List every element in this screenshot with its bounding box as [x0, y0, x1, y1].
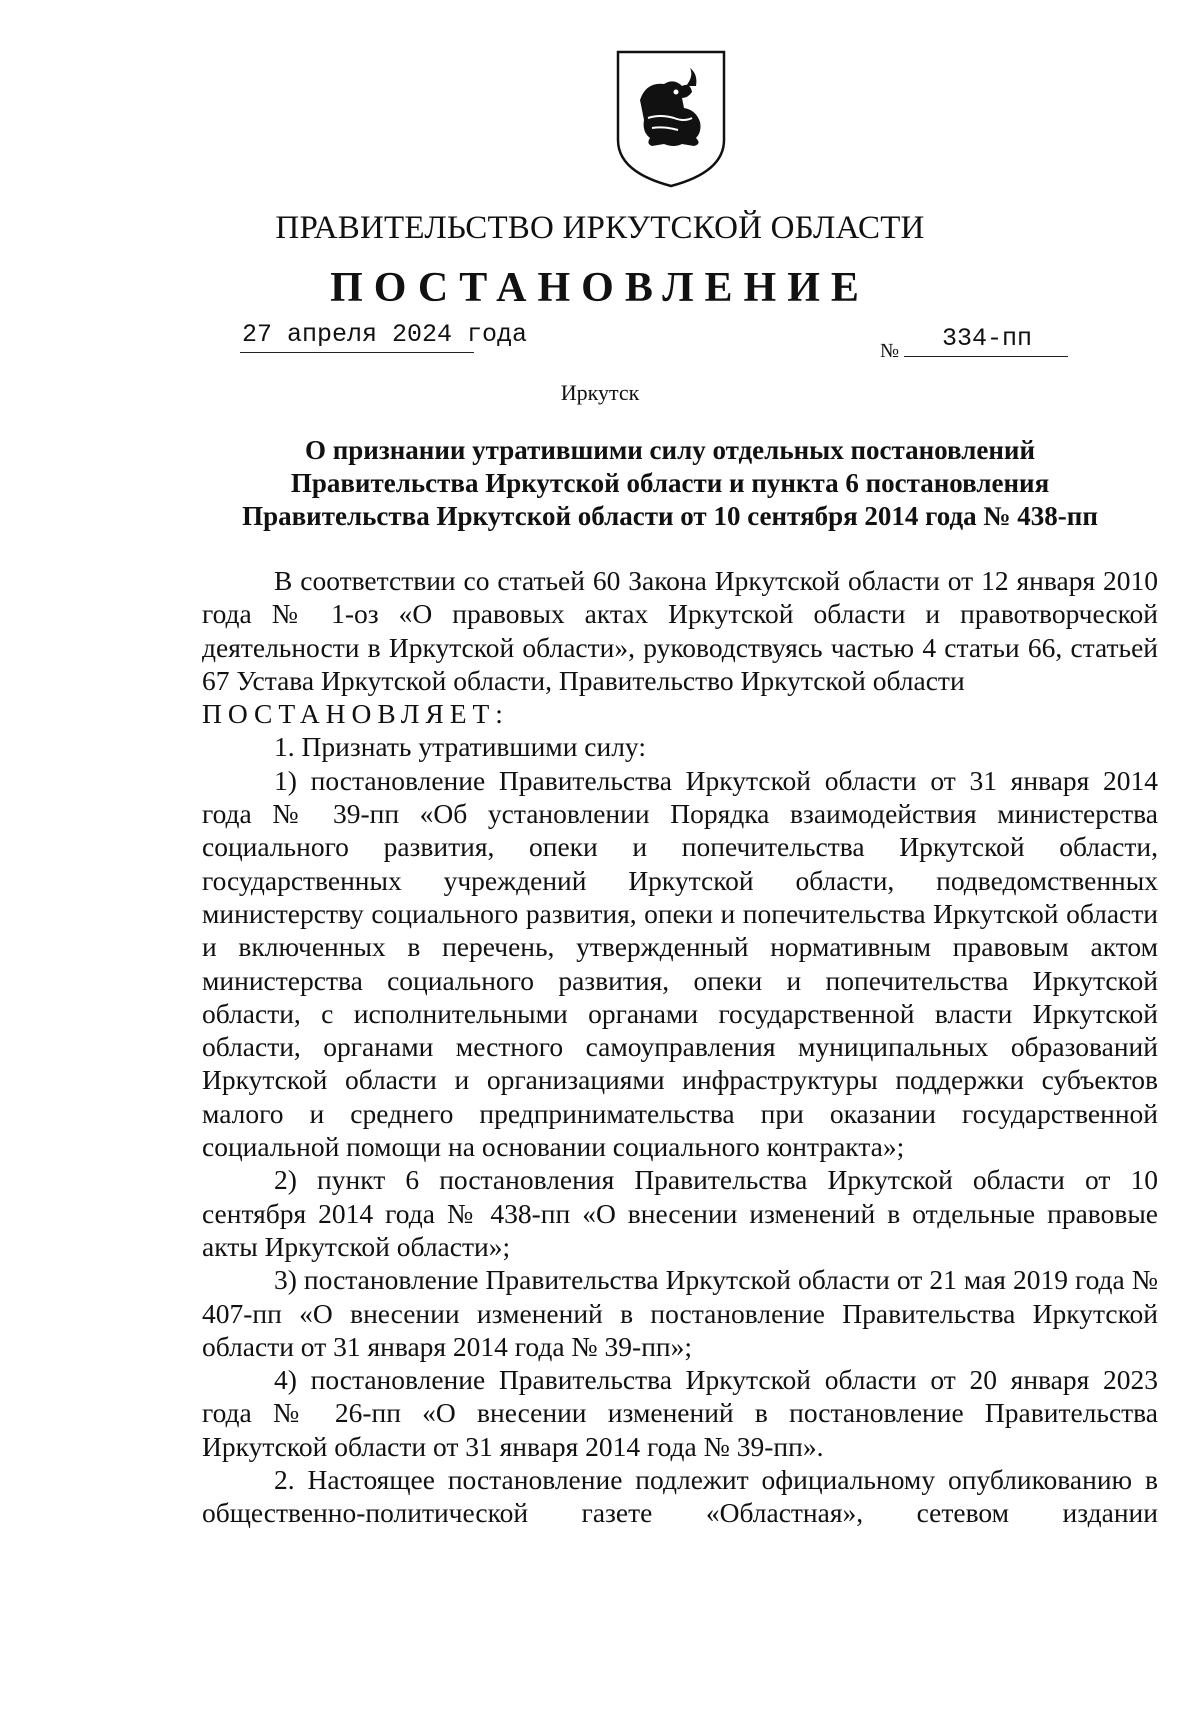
document-title: [200, 434, 1140, 533]
paragraph-1-item-3: 3) постановление Правительства Иркутской области от 21 мая 2019 года № 407-пп «О внесении изменений в постановление Правительства Иркутской области от 31 января 2014 года № 39-пп»;: [202, 1264, 1158, 1362]
document-number: 334-пп: [904, 322, 1068, 357]
document-date: 27 апреля 2024 года: [240, 318, 474, 353]
document-type: ПОСТАНОВЛЕНИЕ: [330, 265, 870, 311]
number-sign: №: [880, 340, 900, 362]
paragraph-1-item-1: 1) постановление Правительства Иркутской области от 31 января 2014 года № 39-пп «Об установлении Порядка взаимодействия министерства социального развития, опеки и попечительства Иркутской области, государственных учреждений Иркутской области, подведомственных министерству социального развития, опеки и попечительства Иркутской области и включенных в перечень, утвержденный нормативным правовым актом министерства социального развития, опеки и попечительства Иркутской области, с исполнительными органами государственной власти Иркутской области, органами местного самоуправления муниципальных образований Иркутской области и организациями инфраструктуры поддержки субъектов малого и среднего предпринимательства при оказании государственной социальной помощи на основании социального контракта»;: [202, 764, 1158, 1163]
title-line-2: Правительства Иркутской области и пункта 6 постановления: [290, 468, 1050, 498]
paragraph-1-item-4: 4) постановление Правительства Иркутской области от 20 января 2023 года № 26-пп «О внесении изменений в постановление Правительства Иркутской области от 31 января 2014 года № 39-пп».: [202, 1364, 1158, 1462]
title-line-3: Правительства Иркутской области от 10 сентября 2014 года № 438-пп: [242, 501, 1098, 531]
city: Иркутск: [560, 380, 640, 405]
title-line-1: О признании утратившими силу отдельных постановлений: [304, 435, 1036, 465]
resolves-heading: ПОСТАНОВЛЯЕТ:: [202, 698, 509, 730]
paragraph-1: 1. Признать утратившими силу:: [274, 731, 646, 763]
document-body: [202, 564, 1158, 1530]
coat-of-arms-emblem: [612, 48, 730, 190]
preamble-paragraph: В соответствии со статьей 60 Закона Иркутской области от 12 января 2010 года № 1-оз «О правовых актах Иркутской области и правотворческой деятельности в Иркутской области», руководствуясь частью 4 статьи 66, статьей 67 Устава Иркутской области, Правительство Иркутской области: [202, 565, 1158, 696]
paragraph-2: 2. Настоящее постановление подлежит официальному опубликованию в общественно-политической газете «Областная», сетевом издании: [202, 1464, 1158, 1529]
paragraph-1-item-2: 2) пункт 6 постановления Правительства Иркутской области от 10 сентября 2014 года № 438-пп «О внесении изменений в отдельные правовые акты Иркутской области»;: [202, 1164, 1158, 1262]
government-name: ПРАВИТЕЛЬСТВО ИРКУТСКОЙ ОБЛАСТИ: [275, 210, 925, 246]
